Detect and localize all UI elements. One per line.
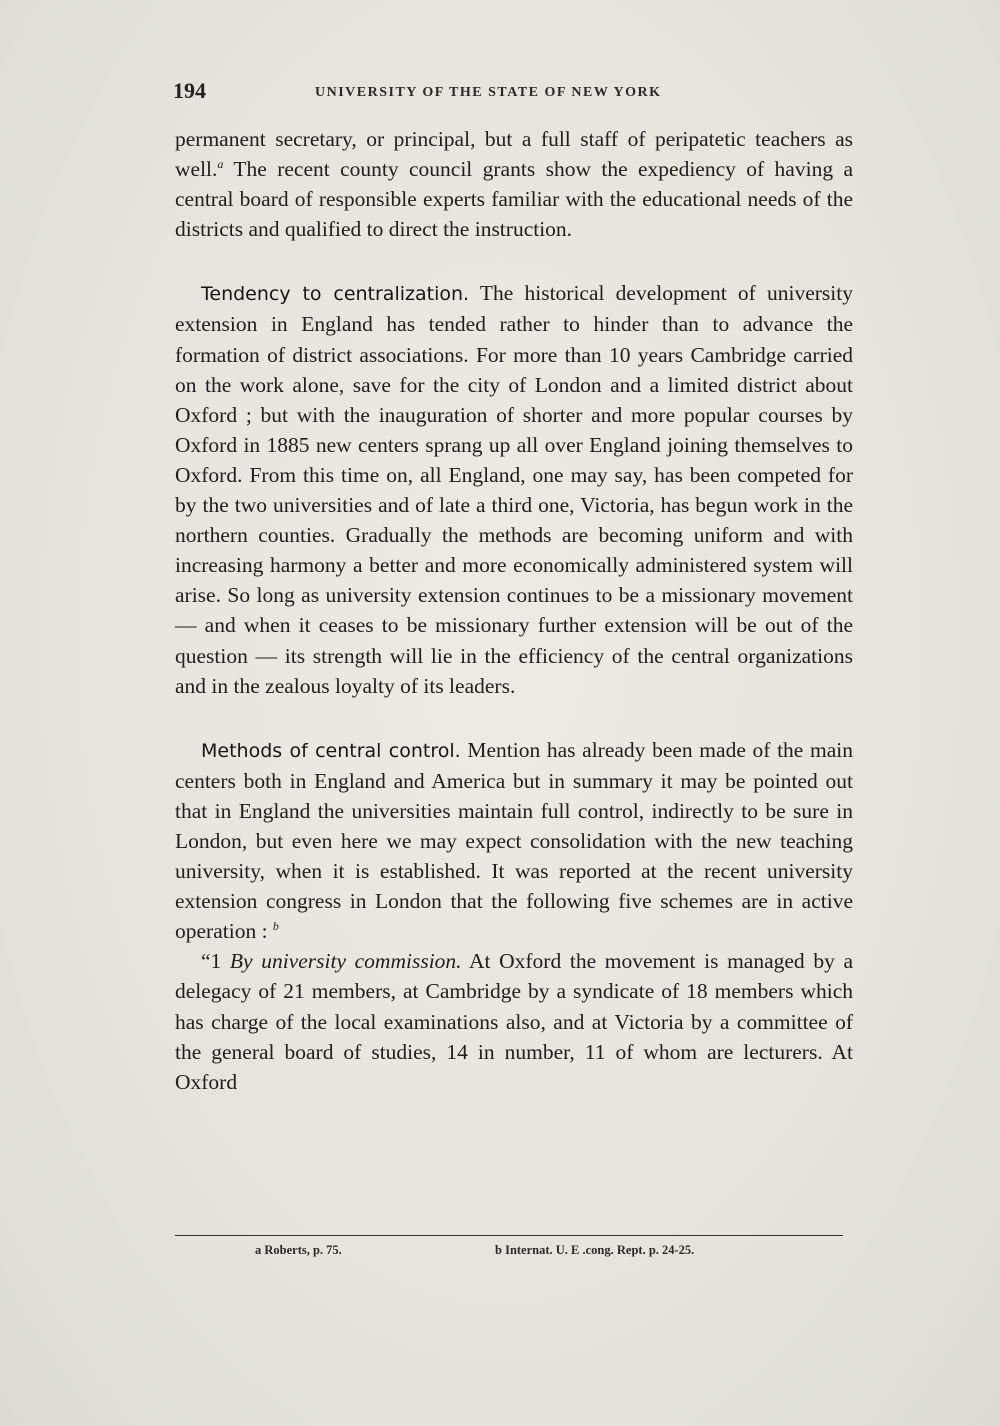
paragraph-4-lead: “1 [201, 949, 230, 974]
page-number: 194 [173, 78, 206, 103]
paragraph-1 [175, 124, 853, 244]
footnote-mark-b: b [272, 919, 279, 934]
footnote-rule [175, 1235, 843, 1236]
paragraph-2 [175, 278, 853, 700]
paragraph-1-text-b: The recent county council grants show the expediency of having a central board of responsible experts familiar with the educational needs of the districts and qualified to direct the instruction. [175, 157, 853, 242]
page-header [173, 78, 853, 108]
footnote-mark-a: a [217, 156, 224, 171]
paragraph-3-text: Mention has already been made of the main centers both in England and America but in summary it may be pointed out that in England the universities maintain full control, indirectly to be sure in London, but even here we may expect consolidation with the new teaching university, when it is established. It was reported at the recent university extension congress in London that the following five schemes are in active operation : [175, 737, 853, 944]
paragraph-4 [175, 946, 853, 1096]
running-head: UNIVERSITY OF THE STATE OF NEW YORK [315, 85, 662, 100]
paragraph-3 [175, 735, 853, 947]
footnote-b: b Internat. U. E .cong. Rept. p. 24-25. [495, 1243, 695, 1257]
body-text [175, 124, 853, 1097]
paragraph-4-text: At Oxford the movement is managed by a delegacy of 21 members, at Cambridge by a syndicate of 18 members which has charge of the local examinations also, and at Victoria by a committee of the general board of studies, 14 in number, 11 of whom are lecturers. At Oxford [175, 949, 853, 1094]
paragraph-1-text-a: permanent secretary, or principal, but a full staff of peripatetic teachers as well. [175, 127, 853, 182]
sidehead-tendency: Tendency to centralization. [201, 283, 470, 306]
paragraph-4-italic-heading: By university commission. [229, 949, 462, 974]
footnote-a: a Roberts, p. 75. [255, 1243, 342, 1257]
paragraph-2-text: The historical development of university extension in England has tended rather to hinder than to advance the formation of district associations. For more than 10 years Cambridge carried on the work alone, save for the city of London and a limited district about Oxford ; but with the inauguration of shorter and more popular courses by Oxford in 1885 new centers sprang up all over England joining themselves to Oxford. From this time on, all England, one may say, has been competed for by the two universities and of late a third one, Victoria, has begun work in the northern counties. Gradually the methods are becoming uniform and with increasing harmony a better and more economically administered system will arise. So long as university extension continues to be a missionary movement — and when it ceases to be missionary further extension will be out of the question — its strength will lie in the efficiency of the central organizations and in the zealous loyalty of its leaders. [175, 281, 853, 698]
sidehead-methods: Methods of central control. [201, 739, 461, 762]
